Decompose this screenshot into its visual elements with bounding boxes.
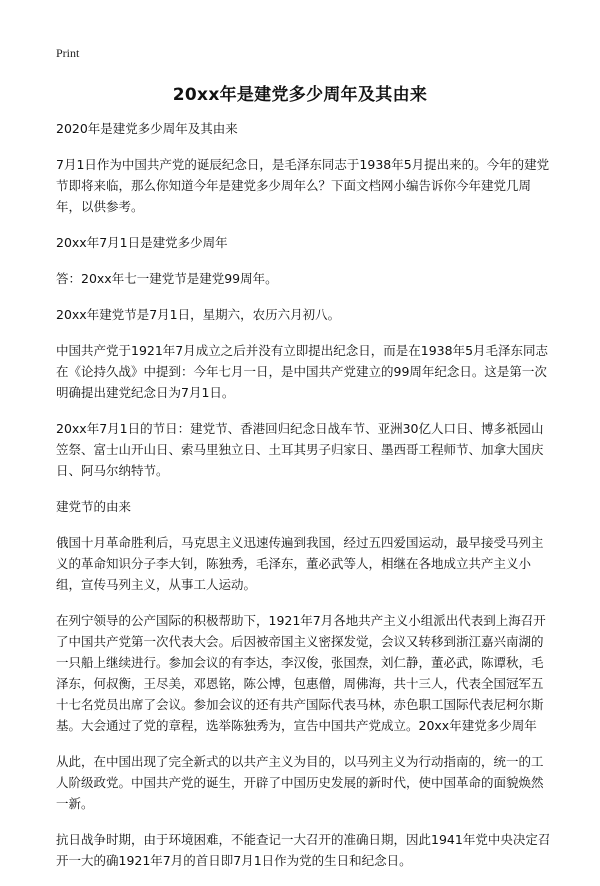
paragraph-history: 中国共产党于1921年7月成立之后并没有立即提出纪念日，而是在1938年5月毛泽东同志在《论持久战》中提到：今年七月一日，是中国共产党建立的99周年纪念日。这是第一次明确提出建党纪念日为7月1日。 bbox=[56, 343, 549, 400]
document-body bbox=[56, 118, 553, 886]
paragraph-date: 20xx年建党节是7月1日，星期六，农历六月初八。 bbox=[56, 307, 341, 322]
paragraph-origin-3: 从此，在中国出现了完全新式的以共产主义为目的，以马列主义为行动指南的，统一的工人阶级政党。中国共产党的诞生，开辟了中国历史发展的新时代，使中国革命的面貌焕然一新。 bbox=[56, 754, 544, 811]
paragraph-holidays: 20xx年7月1日的节日：建党节、香港回归纪念日战车节、亚洲30亿人口日、博多祇园山笠祭、富士山开山日、索马里独立日、土耳其男子归家日、墨西哥工程师节、加拿大国庆日、阿马尔纳特节。 bbox=[56, 421, 544, 478]
document-title: 20xx年是建党多少周年及其由来 bbox=[172, 85, 428, 105]
print-link[interactable]: Print bbox=[56, 46, 80, 60]
paragraph-question: 20xx年7月1日是建党多少周年 bbox=[56, 235, 228, 250]
paragraph-origin-1: 俄国十月革命胜利后，马克思主义迅速传遍到我国，经过五四爱国运动，最早接受马列主义的革命知识分子李大钊，陈独秀，毛泽东，董必武等人，相继在各地成立共产主义小组，宣传马列主义，从事工人运动。 bbox=[56, 535, 544, 592]
paragraph-intro: 7月1日作为中国共产党的诞辰纪念日，是毛泽东同志于1938年5月提出来的。今年的建党节即将来临，那么你知道今年是建党多少周年么？下面文档网小编告诉你今年建党几周年，以供参考。 bbox=[56, 157, 550, 214]
section-heading-origin: 建党节的由来 bbox=[56, 499, 132, 514]
paragraph-origin-4: 抗日战争时期，由于环境困难，不能查记一大召开的准确日期，因此1941年党中央决定召开一大的确1921年7月的首日即7月1日作为党的生日和纪念日。 bbox=[56, 832, 551, 868]
paragraph-answer: 答：20xx年七一建党节是建党99周年。 bbox=[56, 271, 278, 286]
paragraph-subtitle: 2020年是建党多少周年及其由来 bbox=[56, 121, 238, 136]
paragraph-origin-2: 在列宁领导的公产国际的积极帮助下，1921年7月各地共产主义小组派出代表到上海召开了中国共产党第一次代表大会。后因被帝国主义密探发觉，会议又转移到浙江嘉兴南湖的一只船上继续进行。参加会议的有李达，李汉俊，张国焘，刘仁静，董必武，陈谭秋，毛泽东，何叔衡，王尽美，邓恩铭，陈公博，包惠僧，周佛海，共十三人，代表全国冠军五十七名党员出席了会议。参加会议的还有共产国际代表马林，赤色职工国际代表尼柯尔斯基。大会通过了党的章程，选举陈独秀为，宣告中国共产党成立。20xx年建党多少周年 bbox=[56, 613, 546, 733]
